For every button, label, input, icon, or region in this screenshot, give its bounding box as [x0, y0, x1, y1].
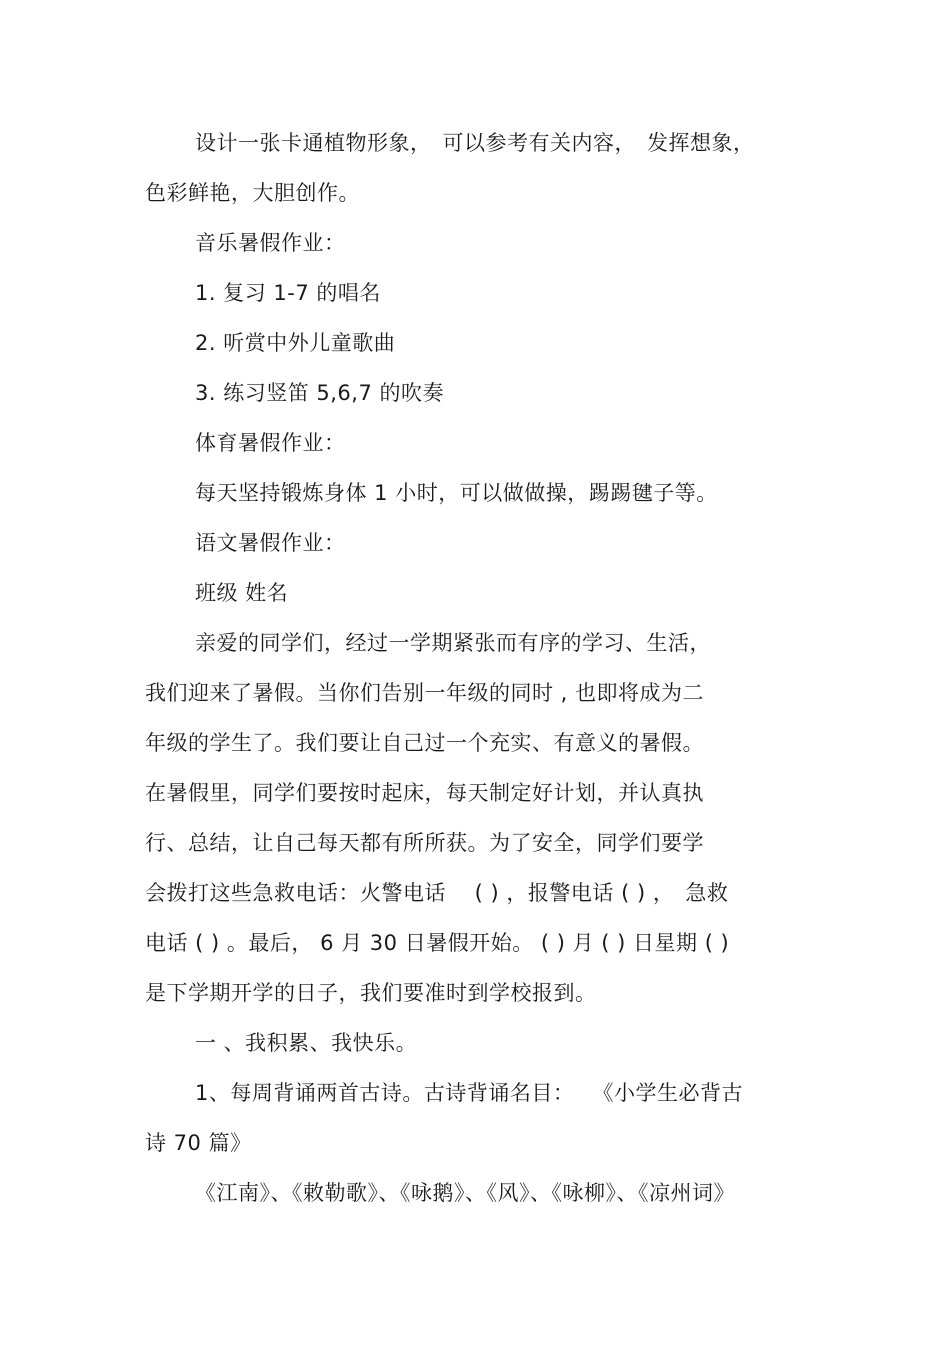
paragraph-line: 诗 70 篇》 — [145, 1131, 252, 1155]
section-heading-music: 音乐暑假作业： — [195, 231, 346, 255]
paragraph-line: 亲爱的同学们，经过一学期紧张而有序的学习、生活， — [195, 631, 711, 655]
paragraph-line: 每天坚持锻炼身体 1 小时，可以做做操，踢踢毽子等。 — [195, 481, 718, 505]
list-item: 1. 复习 1-7 的唱名 — [195, 281, 381, 305]
paragraph-line: 色彩鲜艳，大胆创作。 — [145, 181, 360, 205]
paragraph-line: 年级的学生了。我们要让自己过一个充实、有意义的暑假。 — [145, 731, 704, 755]
paragraph-line: 电话 ( ) 。最后， 6 月 30 日暑假开始。 ( ) 月 ( ) 日星期 ( ) — [145, 931, 730, 955]
section-heading-chinese: 语文暑假作业： — [195, 531, 346, 555]
paragraph-line: 会拨打这些急救电话：火警电话 ( ) ，报警电话 ( ) ， 急救 — [145, 881, 729, 905]
section-heading-pe: 体育暑假作业： — [195, 431, 346, 455]
class-name-line: 班级 姓名 — [195, 581, 289, 605]
section-heading: 一 、我积累、我快乐。 — [195, 1031, 418, 1055]
paragraph-line: 我们迎来了暑假。当你们告别一年级的同时 , 也即将成为二 — [145, 681, 705, 705]
paragraph-line: 在暑假里，同学们要按时起床，每天制定好计划，并认真执 — [145, 781, 704, 805]
poem-list-line: 《江南》、《敕勒歌》、《咏鹅》、《风》、《咏柳》、《凉州词》 — [195, 1181, 735, 1205]
paragraph-line: 1、每周背诵两首古诗。古诗背诵名目： 《小学生必背古 — [195, 1081, 744, 1105]
paragraph-line: 设计一张卡通植物形象， 可以参考有关内容， 发挥想象， — [195, 131, 755, 155]
list-item: 2. 听赏中外儿童歌曲 — [195, 331, 396, 355]
paragraph-line: 是下学期开学的日子，我们要准时到学校报到。 — [145, 981, 597, 1005]
list-item: 3. 练习竖笛 5,6,7 的吹奏 — [195, 381, 444, 405]
paragraph-line: 行、总结，让自己每天都有所所获。为了安全，同学们要学 — [145, 831, 704, 855]
